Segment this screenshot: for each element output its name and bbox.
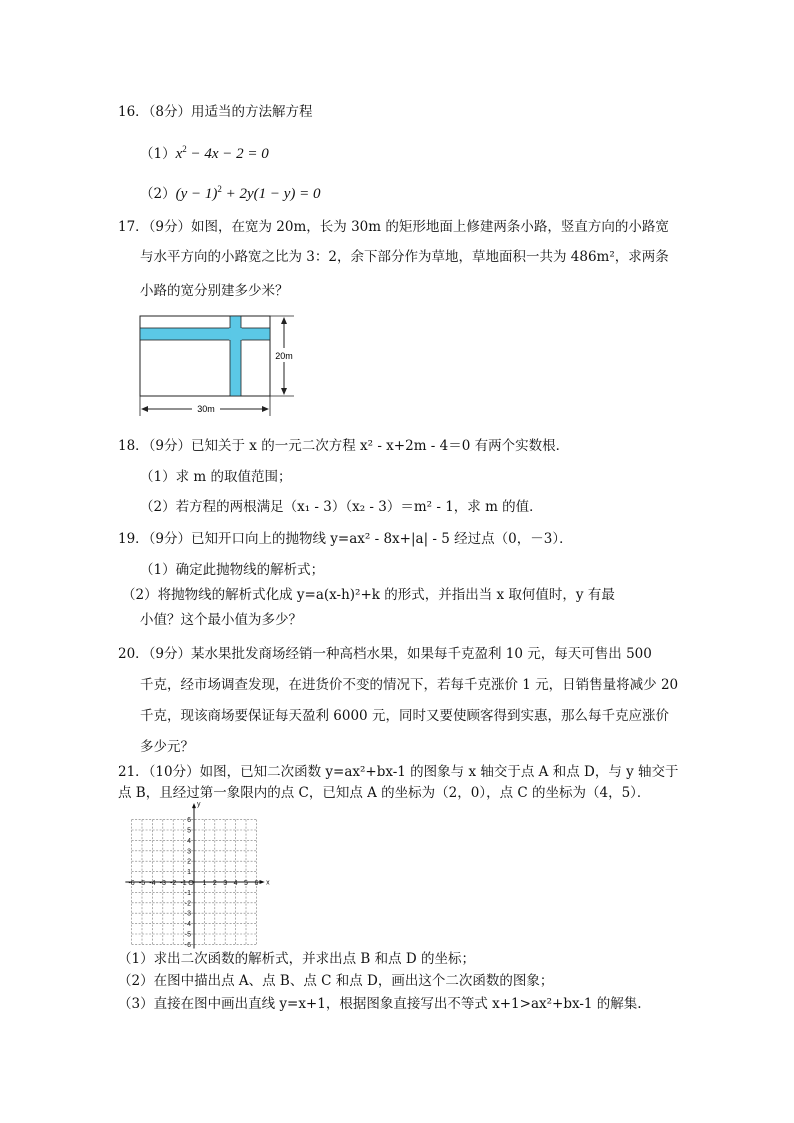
q16-part2-eq-a: (y − 1) <box>175 186 218 202</box>
x-tick-label: -5 <box>138 880 146 887</box>
q21-part3: （3）直接在图中画出直线 y=x+1，根据图象直接写出不等式 x+1>ax²+bx-1 的解集. <box>118 996 642 1012</box>
q21-line2: 点 B，且经过第一象限内的点 C，已知点 A 的坐标为（2，0），点 C 的坐标为（4，5）． <box>118 785 651 801</box>
q16-part2-eq-exp: 2 <box>217 184 222 194</box>
x-tick-label: -3 <box>159 880 166 887</box>
q16-part1 <box>140 140 269 163</box>
q19-line1: 19．（9分）已知开口向上的抛物线 y=ax² - 8x+|a| - 5 经过点（0，－3）． <box>118 531 573 547</box>
q17-length-label: 30m <box>197 404 215 414</box>
x-tick-label: 1 <box>202 880 207 887</box>
y-tick-label: -5 <box>184 931 191 939</box>
x-axis-label: x <box>266 879 270 887</box>
y-tick-label: 6 <box>187 817 191 825</box>
q20-line2: 千克，经市场调查发现，在进货价不变的情况下，若每千克涨价 1 元，日销售量将减少 20 <box>140 677 679 693</box>
q16-part1-label: （1） <box>140 146 176 162</box>
q16-part1-eq-exp: 2 <box>182 144 187 154</box>
y-tick-label: -6 <box>184 941 191 949</box>
y-tick-label: -4 <box>184 921 191 929</box>
q21-coordinate-grid <box>120 802 268 948</box>
y-axis-arrow <box>192 803 196 808</box>
q16-part2-eq-b: + 2y(1 − y) = 0 <box>221 186 321 202</box>
q17-line3: 小路的宽分别建多少米？ <box>140 283 289 299</box>
q21-part2: （2）在图中描出点 A、点 B、点 C 和点 D，画出这个二次函数的图象； <box>118 973 554 989</box>
x-tick-label: -6 <box>128 880 135 887</box>
origin-label: O <box>188 880 194 887</box>
q20-line1: 20．（9分）某水果批发商场经销一种高档水果，如果每千克盈利 10 元，每天可售出 500 <box>118 646 652 662</box>
x-tick-label: 2 <box>212 880 217 887</box>
x-tick-label: -2 <box>170 880 177 887</box>
q17-width-label: 20m <box>275 351 293 361</box>
y-tick-label: 5 <box>187 827 191 835</box>
q19-part1: （1）确定此抛物线的解析式； <box>140 562 325 578</box>
x-tick-label: 6 <box>254 880 259 887</box>
q18-part1: （1）求 m 的取值范围； <box>140 469 292 485</box>
q21-line1: 21．（10分）如图，已知二次函数 y=ax²+bx-1 的图象与 x 轴交于点 A 和点 D，与 y 轴交于 <box>118 764 679 780</box>
q19-part2a: （2）将抛物线的解析式化成 y=a(x-h)²+k 的形式，并指出当 x 取何值时，y 有最 <box>122 587 615 603</box>
x-tick-label: 3 <box>223 880 228 887</box>
q17-line1: 17．（9分）如图，在宽为 20m，长为 30m 的矩形地面上修建两条小路，竖直方向的小路宽 <box>118 219 669 235</box>
q17-horizontal-path <box>140 328 270 340</box>
y-tick-label: 1 <box>187 869 191 877</box>
q16-part2 <box>140 180 321 203</box>
q16-title: 16．（8分）用适当的方法解方程 <box>118 104 313 120</box>
x-tick-label: -4 <box>149 880 156 887</box>
y-tick-label: -1 <box>184 889 191 897</box>
y-tick-label: 3 <box>187 848 191 856</box>
q17-figure <box>132 308 302 420</box>
q16-part1-eq-a: x <box>175 146 183 162</box>
x-tick-label: -1 <box>180 880 187 887</box>
x-axis-arrow <box>260 880 265 884</box>
q17-vertical-path <box>230 316 241 396</box>
y-axis-label: y <box>197 801 201 809</box>
y-tick-label: -2 <box>184 900 191 908</box>
x-tick-label: 4 <box>233 880 238 887</box>
y-tick-label: 4 <box>187 837 191 845</box>
q16-part2-label: （2） <box>140 186 176 202</box>
q18-line1: 18．（9分）已知关于 x 的一元二次方程 x² - x+2m - 4＝0 有两个实数根． <box>118 438 570 454</box>
q18-part2: （2）若方程的两根满足（x₁ - 3）（x₂ - 3）＝m² - 1，求 m 的值． <box>140 499 543 515</box>
y-tick-label: -3 <box>184 910 191 918</box>
y-tick-label: 2 <box>187 858 191 866</box>
q21-part1: （1）求出二次函数的解析式，并求出点 B 和点 D 的坐标； <box>118 951 475 967</box>
x-tick-label: 5 <box>244 880 248 887</box>
q20-line3: 千克，现该商场要保证每天盈利 6000 元，同时又要使顾客得到实惠，那么每千克应涨价 <box>140 708 669 724</box>
q16-part1-eq-b: − 4x − 2 = 0 <box>186 146 269 162</box>
q17-line2: 与水平方向的小路宽之比为 3：2，余下部分作为草地，草地面积一共为 486m²，求两条 <box>140 249 669 265</box>
q19-part2b: 小值？这个最小值为多少？ <box>140 612 302 628</box>
q20-line4: 多少元？ <box>140 739 194 755</box>
